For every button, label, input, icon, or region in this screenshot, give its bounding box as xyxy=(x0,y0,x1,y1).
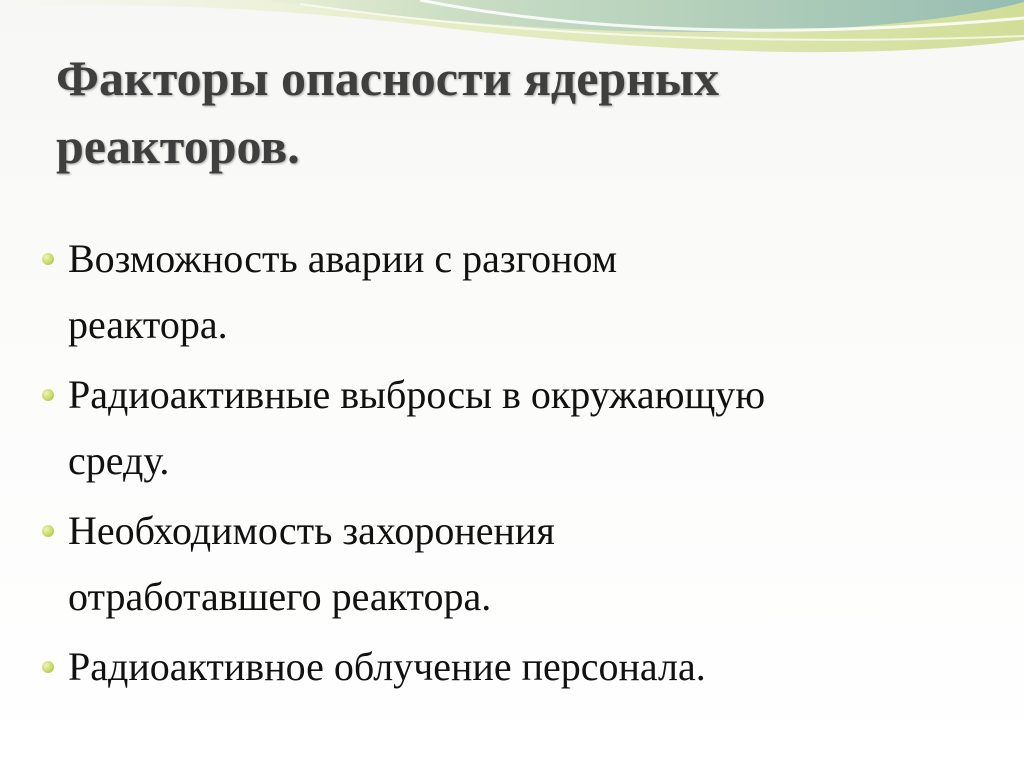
bullet-text-line: Необходимость захоронения xyxy=(68,508,555,553)
bullet-text-line: Радиоактивные выбросы в окружающую xyxy=(68,372,766,417)
title-line-2: реакторов. xyxy=(56,118,300,174)
bullet-dot-icon xyxy=(42,253,54,265)
bullet-item-personnel xyxy=(42,634,1002,700)
bullet-item-disposal xyxy=(42,498,1002,630)
title-line-1: Факторы опасности ядерных xyxy=(56,50,720,106)
bullet-dot-icon xyxy=(42,525,54,537)
bullet-dot-icon xyxy=(42,389,54,401)
slide-title xyxy=(56,44,956,180)
bullet-text-line: Возможность аварии с разгоном xyxy=(68,236,618,281)
bullet-text-line: среду. xyxy=(68,438,170,483)
bullet-item-emissions xyxy=(42,362,1002,494)
bullet-text-line: реактора. xyxy=(68,302,228,347)
bullet-item-accident xyxy=(42,226,1002,358)
bullet-dot-icon xyxy=(42,661,54,673)
bullet-list xyxy=(42,226,1002,704)
bullet-text-line: Радиоактивное облучение персонала. xyxy=(68,644,706,689)
bullet-text-line: отработавшего реактора. xyxy=(68,574,492,619)
